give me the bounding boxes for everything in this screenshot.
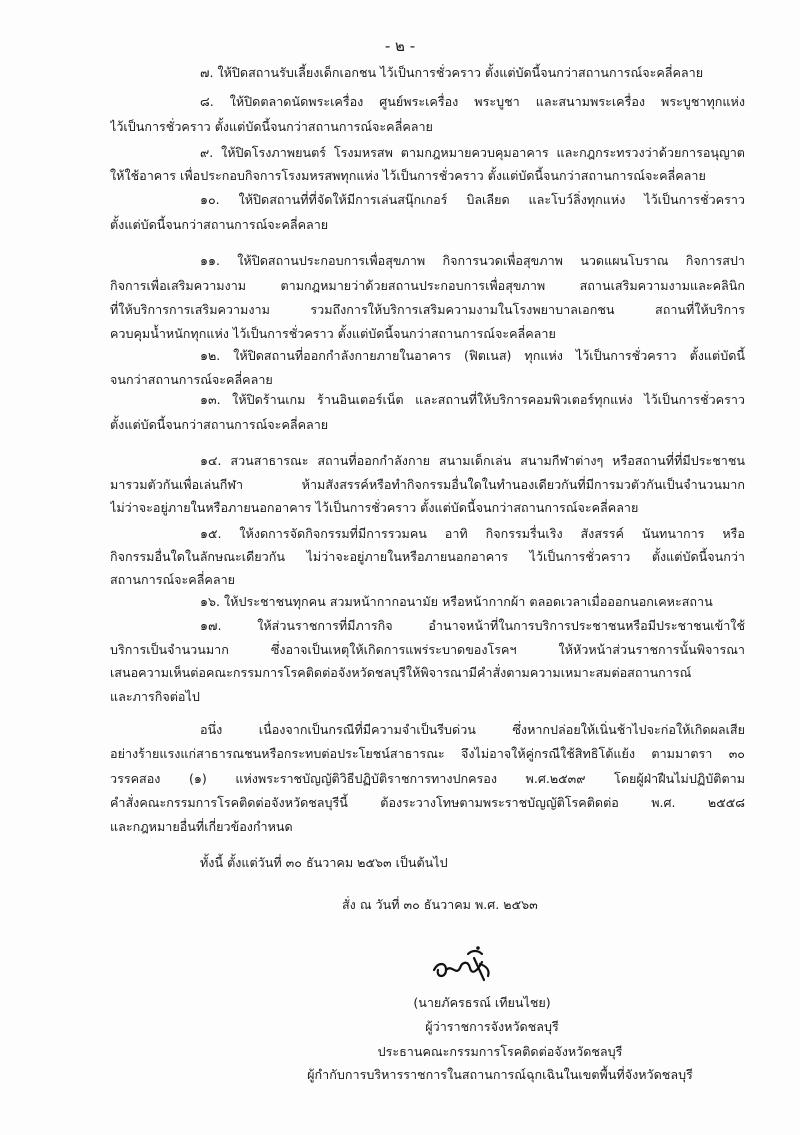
item-16-line-1: ๑๖. ให้ประชาชนทุกคน สวมหน้ากากอนามัย หรือหน้ากากผ้า ตลอดเวลาเมื่อออกนอกเคหะสถาน <box>200 594 713 609</box>
item-11-line-2: กิจการเพื่อเสริมความงาม ตามกฎหมายว่าด้วยสถานประกอบการเพื่อสุขภาพ สถานเสริมความงามและคลินิก <box>110 278 745 293</box>
closing-line-2: อย่างร้ายแรงแก่สาธารณชนหรือกระทบต่อประโยชน์สาธารณะ จึงไม่อาจให้คู่กรณีใช้สิทธิโต้แย้ง ตามมาตรา ๓๐ <box>110 746 745 761</box>
signatory-title-1: ผู้ว่าราชการจังหวัดชลบุรี <box>425 1019 559 1034</box>
item-14-line-1: ๑๔. สวนสาธารณะ สถานที่ออกกำลังกาย สนามเด็กเล่น สนามกีฬาต่างๆ หรือสถานที่ที่มีประชาชน <box>200 453 745 468</box>
handwritten-signature <box>428 940 498 990</box>
page-number: - ๒ - <box>384 37 416 55</box>
item-17-line-4: และภารกิจต่อไป <box>110 689 200 704</box>
item-9-line-1: ๙. ให้ปิดโรงภาพยนตร์ โรงมหรสพ ตามกฎหมายควบคุมอาคาร และกฎกระทรวงว่าด้วยการอนุญาต <box>200 145 745 160</box>
item-8-line-1: ๘. ให้ปิดตลาดนัดพระเครื่อง ศูนย์พระเครื่อง พระบูชา และสนามพระเครื่อง พระบูชาทุกแห่ง <box>200 94 745 109</box>
item-11-line-3: ที่ให้บริการการเสริมความงาม รวมถึงการให้บริการเสริมความงามในโรงพยาบาลเอกชน สถานที่ให้บริการ <box>110 302 745 317</box>
signatory-title-3: ผู้กำกับการบริหารราชการในสถานการณ์ฉุกเฉินในเขตพื้นที่จังหวัดชลบุรี <box>307 1067 693 1082</box>
item-11-line-4: ควบคุมน้ำหนักทุกแห่ง ไว้เป็นการชั่วคราว ตั้งแต่บัดนี้จนกว่าสถานการณ์จะคลี่คลาย <box>110 326 556 341</box>
item-17-line-1: ๑๗. ให้ส่วนราชการที่มีภารกิจ อำนาจหน้าที่ในการบริการประชาชนหรือมีประชาชนเข้าใช้ <box>200 618 745 633</box>
item-15-line-2: กิจกรรมอื่นใดในลักษณะเดียวกัน ไม่ว่าจะอยู่ภายในหรือภายนอกอาคาร ไว้เป็นการชั่วคราว ตั้งแต่บัดนี้จนกว่า <box>110 549 745 564</box>
item-14-line-2: มารวมตัวกันเพื่อเล่นกีฬา ห้ามสังสรรค์หรือทำกิจกรรมอื่นใดในทำนองเดียวกันที่มีการมวตัวกันเป็นจำนวนมาก <box>110 477 745 492</box>
signatory-title-2: ประธานคณะกรรมการโรคติดต่อจังหวัดชลบุรี <box>377 1044 623 1059</box>
item-14-line-3: ไม่ว่าจะอยู่ภายในหรือภายนอกอาคาร ไว้เป็นการชั่วคราว ตั้งแต่บัดนี้จนกว่าสถานการณ์จะคลี่คลาย <box>110 500 639 515</box>
order-date: สั่ง ณ วันที่ ๓๐ ธันวาคม พ.ศ. ๒๕๖๓ <box>342 897 538 912</box>
closing-line-5: และกฎหมายอื่นที่เกี่ยวข้องกำหนด <box>110 819 293 834</box>
closing-line-4: คำสั่งคณะกรรมการโรคติดต่อจังหวัดชลบุรีนี้ ต้องระวางโทษตามพระราชบัญญัติโรคติดต่อ พ.ศ. ๒๕๕๘ <box>110 795 745 810</box>
item-13-line-2: ตั้งแต่บัดนี้จนกว่าสถานการณ์จะคลี่คลาย <box>110 417 329 432</box>
item-17-line-2: บริการเป็นจำนวนมาก ซึ่งอาจเป็นเหตุให้เกิดการแพร่ระบาดของโรคฯ ให้หัวหน้าส่วนราชการนั้นพิจารณา <box>110 642 745 657</box>
item-12-line-1: ๑๒. ให้ปิดสถานที่ออกกำลังกายภายในอาคาร (ฟิตเนส) ทุกแห่ง ไว้เป็นการชั่วคราว ตั้งแต่บัดนี้ <box>200 348 745 363</box>
item-7-line-1: ๗. ให้ปิดสถานรับเลี้ยงเด็กเอกชน ไว้เป็นการชั่วคราว ตั้งแต่บัดนี้จนกว่าสถานการณ์จะคลี่คลาย <box>200 65 704 80</box>
signatory-name: (นายภัครธรณ์ เทียนไชย) <box>413 995 551 1010</box>
item-15-line-3: สถานการณ์จะคลี่คลาย <box>110 572 236 587</box>
closing-line-3: วรรคสอง (๑) แห่งพระราชบัญญัติวิธีปฏิบัติราชการทางปกครอง พ.ศ.๒๕๓๙ โดยผู้ฝ่าฝืนไม่ปฏิบัติตาม <box>110 771 745 786</box>
item-15-line-1: ๑๕. ให้งดการจัดกิจกรรมที่มีการรวมคน อาทิ กิจกรรมรื่นเริง สังสรรค์ นันทนาการ หรือ <box>200 526 745 541</box>
item-11-line-1: ๑๑. ให้ปิดสถานประกอบการเพื่อสุขภาพ กิจการนวดเพื่อสุขภาพ นวดแผนโบราณ กิจการสปา <box>200 253 745 268</box>
effective-date: ทั้งนี้ ตั้งแต่วันที่ ๓๐ ธันวาคม ๒๕๖๓ เป็นต้นไป <box>200 855 448 870</box>
item-17-line-3: เสนอความเห็นต่อคณะกรรมการโรคติดต่อจังหวัดชลบุรีให้พิจารณามีคำสั่งตามความเหมาะสมต่อสถานการณ์ <box>110 665 692 680</box>
item-10-line-2: ตั้งแต่บัดนี้จนกว่าสถานการณ์จะคลี่คลาย <box>110 217 329 232</box>
item-13-line-1: ๑๓. ให้ปิดร้านเกม ร้านอินเตอร์เน็ต และสถานที่ให้บริการคอมพิวเตอร์ทุกแห่ง ไว้เป็นการชั่วคราว <box>200 392 745 407</box>
item-12-line-2: จนกว่าสถานการณ์จะคลี่คลาย <box>110 372 273 387</box>
closing-line-1: อนึ่ง เนื่องจากเป็นกรณีที่มีความจำเป็นรีบด่วน ซึ่งหากปล่อยให้เนิ่นช้าไปจะก่อให้เกิดผลเสีย <box>200 722 745 737</box>
item-9-line-2: ให้ใช้อาคาร เพื่อประกอบกิจการโรงมหรสพทุกแห่ง ไว้เป็นการชั่วคราว ตั้งแต่บัดนี้จนกว่าสถานการณ์จะคลี่คลาย <box>110 168 706 183</box>
item-8-line-2: ไว้เป็นการชั่วคราว ตั้งแต่บัดนี้จนกว่าสถานการณ์จะคลี่คลาย <box>110 119 433 134</box>
item-10-line-1: ๑๐. ให้ปิดสถานที่ที่จัดให้มีการเล่นสนุ๊กเกอร์ บิลเลียด และโบว์ลิ่งทุกแห่ง ไว้เป็นการชั่วคราว <box>200 192 745 207</box>
